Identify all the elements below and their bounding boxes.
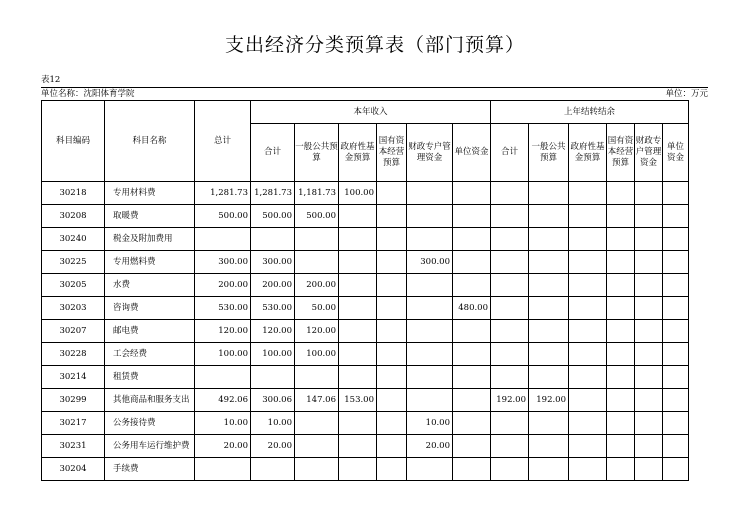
cell-current-unit-funds xyxy=(453,182,491,205)
cell-current-unit-funds xyxy=(453,412,491,435)
cell-prior-unit-funds xyxy=(663,389,689,412)
row-total xyxy=(195,228,251,251)
cell-current-unit-funds: 480.00 xyxy=(453,297,491,320)
cell-current-fund: 153.00 xyxy=(339,389,377,412)
cell-current-general: 147.06 xyxy=(295,389,339,412)
cell-prior-fund xyxy=(569,389,607,412)
cell-current-fund xyxy=(339,205,377,228)
cell-current-special-account xyxy=(407,343,453,366)
cell-prior-total xyxy=(491,435,529,458)
cell-prior-special-account xyxy=(635,251,663,274)
header-current-unit-funds: 单位资金 xyxy=(453,124,491,182)
row-name: 公务用车运行维护费 xyxy=(105,435,195,458)
row-total xyxy=(195,366,251,389)
cell-current-unit-funds xyxy=(453,320,491,343)
cell-current-general: 120.00 xyxy=(295,320,339,343)
cell-current-special-account: 20.00 xyxy=(407,435,453,458)
table-row xyxy=(42,182,689,205)
cell-current-fund xyxy=(339,412,377,435)
table-row xyxy=(42,274,689,297)
cell-current-state-capital xyxy=(377,182,407,205)
cell-prior-general xyxy=(529,228,569,251)
table-row xyxy=(42,412,689,435)
table-row xyxy=(42,251,689,274)
cell-prior-general xyxy=(529,458,569,481)
cell-current-special-account xyxy=(407,274,453,297)
row-name: 专用材料费 xyxy=(105,182,195,205)
cell-prior-state-capital xyxy=(607,366,635,389)
cell-prior-fund xyxy=(569,251,607,274)
cell-current-special-account xyxy=(407,458,453,481)
cell-prior-unit-funds xyxy=(663,228,689,251)
row-code: 30217 xyxy=(42,412,105,435)
cell-prior-general xyxy=(529,435,569,458)
cell-current-total: 300.06 xyxy=(251,389,295,412)
row-code: 30225 xyxy=(42,251,105,274)
row-total: 300.00 xyxy=(195,251,251,274)
row-name: 邮电费 xyxy=(105,320,195,343)
cell-prior-special-account xyxy=(635,366,663,389)
header-current-total: 合计 xyxy=(251,124,295,182)
cell-prior-general: 192.00 xyxy=(529,389,569,412)
cell-prior-special-account xyxy=(635,320,663,343)
cell-prior-fund xyxy=(569,343,607,366)
table-row xyxy=(42,205,689,228)
row-total: 100.00 xyxy=(195,343,251,366)
cell-prior-general xyxy=(529,297,569,320)
cell-current-special-account xyxy=(407,228,453,251)
header-current-special-account: 财政专户管理资金 xyxy=(407,124,453,182)
header-current-fund: 政府性基金预算 xyxy=(339,124,377,182)
row-name: 专用燃料费 xyxy=(105,251,195,274)
cell-prior-unit-funds xyxy=(663,274,689,297)
table-row xyxy=(42,458,689,481)
table-row xyxy=(42,297,689,320)
cell-prior-fund xyxy=(569,228,607,251)
cell-current-general xyxy=(295,228,339,251)
header-code: 科目编码 xyxy=(42,101,105,182)
cell-current-special-account xyxy=(407,366,453,389)
cell-prior-special-account xyxy=(635,182,663,205)
row-code: 30228 xyxy=(42,343,105,366)
cell-current-unit-funds xyxy=(453,389,491,412)
cell-current-total xyxy=(251,458,295,481)
row-name: 其他商品和服务支出 xyxy=(105,389,195,412)
cell-prior-unit-funds xyxy=(663,205,689,228)
cell-prior-state-capital xyxy=(607,458,635,481)
cell-prior-general xyxy=(529,412,569,435)
cell-current-fund xyxy=(339,435,377,458)
cell-prior-general xyxy=(529,343,569,366)
cell-current-general: 500.00 xyxy=(295,205,339,228)
cell-current-special-account: 300.00 xyxy=(407,251,453,274)
cell-current-fund xyxy=(339,251,377,274)
cell-current-general: 200.00 xyxy=(295,274,339,297)
cell-prior-fund xyxy=(569,320,607,343)
row-name: 咨询费 xyxy=(105,297,195,320)
cell-current-fund xyxy=(339,343,377,366)
cell-current-unit-funds xyxy=(453,366,491,389)
cell-current-state-capital xyxy=(377,389,407,412)
cell-prior-general xyxy=(529,274,569,297)
row-code: 30231 xyxy=(42,435,105,458)
cell-prior-special-account xyxy=(635,412,663,435)
cell-prior-special-account xyxy=(635,343,663,366)
cell-current-special-account xyxy=(407,389,453,412)
row-code: 30204 xyxy=(42,458,105,481)
cell-current-fund: 100.00 xyxy=(339,182,377,205)
cell-prior-unit-funds xyxy=(663,458,689,481)
cell-prior-unit-funds xyxy=(663,343,689,366)
cell-current-general: 50.00 xyxy=(295,297,339,320)
cell-current-fund xyxy=(339,320,377,343)
cell-current-total: 1,281.73 xyxy=(251,182,295,205)
row-code: 30208 xyxy=(42,205,105,228)
cell-prior-special-account xyxy=(635,274,663,297)
row-code: 30240 xyxy=(42,228,105,251)
cell-prior-total xyxy=(491,182,529,205)
row-name: 手续费 xyxy=(105,458,195,481)
cell-prior-unit-funds xyxy=(663,320,689,343)
cell-current-unit-funds xyxy=(453,343,491,366)
header-prior-general: 一般公共预算 xyxy=(529,124,569,182)
cell-current-general xyxy=(295,435,339,458)
row-name: 工会经费 xyxy=(105,343,195,366)
cell-prior-state-capital xyxy=(607,343,635,366)
cell-prior-total xyxy=(491,205,529,228)
cell-prior-total xyxy=(491,251,529,274)
cell-prior-special-account xyxy=(635,297,663,320)
cell-current-special-account xyxy=(407,182,453,205)
cell-current-fund xyxy=(339,228,377,251)
row-total: 10.00 xyxy=(195,412,251,435)
cell-prior-state-capital xyxy=(607,274,635,297)
cell-prior-total xyxy=(491,274,529,297)
cell-current-state-capital xyxy=(377,320,407,343)
cell-prior-state-capital xyxy=(607,182,635,205)
cell-prior-fund xyxy=(569,182,607,205)
cell-current-special-account: 10.00 xyxy=(407,412,453,435)
cell-prior-special-account xyxy=(635,205,663,228)
cell-prior-special-account xyxy=(635,435,663,458)
cell-prior-fund xyxy=(569,435,607,458)
cell-current-general: 100.00 xyxy=(295,343,339,366)
cell-current-total xyxy=(251,366,295,389)
cell-current-unit-funds xyxy=(453,205,491,228)
row-name: 取暖费 xyxy=(105,205,195,228)
cell-current-state-capital xyxy=(377,274,407,297)
cell-prior-special-account xyxy=(635,458,663,481)
cell-current-fund xyxy=(339,366,377,389)
row-name: 公务接待费 xyxy=(105,412,195,435)
table-row xyxy=(42,228,689,251)
cell-current-total: 200.00 xyxy=(251,274,295,297)
cell-prior-fund xyxy=(569,458,607,481)
cell-current-fund xyxy=(339,297,377,320)
row-name: 水费 xyxy=(105,274,195,297)
cell-prior-state-capital xyxy=(607,412,635,435)
cell-prior-state-capital xyxy=(607,228,635,251)
cell-current-fund xyxy=(339,458,377,481)
table-row xyxy=(42,320,689,343)
page-title: 支出经济分类预算表（部门预算） xyxy=(224,34,525,56)
table-row xyxy=(42,389,689,412)
cell-current-unit-funds xyxy=(453,251,491,274)
cell-current-total xyxy=(251,228,295,251)
cell-prior-special-account xyxy=(635,228,663,251)
row-total xyxy=(195,458,251,481)
cell-current-state-capital xyxy=(377,366,407,389)
cell-current-total: 20.00 xyxy=(251,435,295,458)
cell-prior-unit-funds xyxy=(663,297,689,320)
row-code: 30218 xyxy=(42,182,105,205)
cell-prior-general xyxy=(529,320,569,343)
table-row xyxy=(42,343,689,366)
cell-prior-unit-funds xyxy=(663,412,689,435)
cell-current-state-capital xyxy=(377,251,407,274)
cell-prior-fund xyxy=(569,297,607,320)
table-id: 表12 xyxy=(41,75,61,85)
cell-current-total: 530.00 xyxy=(251,297,295,320)
cell-prior-total xyxy=(491,297,529,320)
header-name: 科目名称 xyxy=(105,101,195,182)
cell-current-special-account xyxy=(407,320,453,343)
cell-current-general xyxy=(295,458,339,481)
table-row xyxy=(42,435,689,458)
top-rule xyxy=(41,87,708,88)
cell-current-total: 10.00 xyxy=(251,412,295,435)
header-prior-unit-funds: 单位资金 xyxy=(663,124,689,182)
header-total: 总计 xyxy=(195,101,251,182)
cell-current-general xyxy=(295,366,339,389)
unit-name: 单位名称：沈阳体育学院 xyxy=(41,89,135,99)
cell-prior-unit-funds xyxy=(663,251,689,274)
cell-current-state-capital xyxy=(377,205,407,228)
cell-prior-fund xyxy=(569,274,607,297)
cell-current-total: 500.00 xyxy=(251,205,295,228)
cell-current-state-capital xyxy=(377,435,407,458)
cell-prior-fund xyxy=(569,366,607,389)
cell-prior-state-capital xyxy=(607,435,635,458)
header-prior-carryover: 上年结转结余 xyxy=(491,101,689,124)
row-total: 1,281.73 xyxy=(195,182,251,205)
header-current-general: 一般公共预算 xyxy=(295,124,339,182)
cell-prior-general xyxy=(529,182,569,205)
row-code: 30299 xyxy=(42,389,105,412)
cell-current-special-account xyxy=(407,205,453,228)
cell-current-state-capital xyxy=(377,412,407,435)
cell-prior-fund xyxy=(569,205,607,228)
cell-current-state-capital xyxy=(377,343,407,366)
cell-current-unit-funds xyxy=(453,228,491,251)
cell-prior-general xyxy=(529,205,569,228)
row-code: 30207 xyxy=(42,320,105,343)
cell-current-unit-funds xyxy=(453,435,491,458)
cell-prior-special-account xyxy=(635,389,663,412)
cell-prior-state-capital xyxy=(607,320,635,343)
row-total: 200.00 xyxy=(195,274,251,297)
row-name: 租赁费 xyxy=(105,366,195,389)
cell-prior-total xyxy=(491,412,529,435)
cell-current-fund xyxy=(339,274,377,297)
header-prior-state-capital: 国有资本经营预算 xyxy=(607,124,635,182)
row-code: 30203 xyxy=(42,297,105,320)
cell-prior-total xyxy=(491,343,529,366)
cell-current-general xyxy=(295,412,339,435)
table-row xyxy=(42,366,689,389)
cell-prior-state-capital xyxy=(607,205,635,228)
cell-prior-unit-funds xyxy=(663,435,689,458)
header-prior-special-account: 财政专户管理资金 xyxy=(635,124,663,182)
budget-table xyxy=(41,100,689,481)
cell-current-total: 100.00 xyxy=(251,343,295,366)
row-total: 500.00 xyxy=(195,205,251,228)
row-code: 30205 xyxy=(42,274,105,297)
header-prior-fund: 政府性基金预算 xyxy=(569,124,607,182)
cell-current-special-account xyxy=(407,297,453,320)
cell-current-total: 120.00 xyxy=(251,320,295,343)
cell-prior-general xyxy=(529,251,569,274)
cell-current-state-capital xyxy=(377,228,407,251)
header-prior-total: 合计 xyxy=(491,124,529,182)
cell-prior-total xyxy=(491,228,529,251)
cell-prior-general xyxy=(529,366,569,389)
unit-label: 单位：万元 xyxy=(665,89,708,99)
cell-prior-state-capital xyxy=(607,297,635,320)
row-total: 20.00 xyxy=(195,435,251,458)
row-code: 30214 xyxy=(42,366,105,389)
cell-prior-total xyxy=(491,366,529,389)
cell-prior-unit-funds xyxy=(663,182,689,205)
cell-current-general: 1,181.73 xyxy=(295,182,339,205)
cell-current-general xyxy=(295,251,339,274)
cell-prior-total xyxy=(491,458,529,481)
cell-current-unit-funds xyxy=(453,274,491,297)
header-current-year: 本年收入 xyxy=(251,101,491,124)
cell-current-total: 300.00 xyxy=(251,251,295,274)
cell-prior-total: 192.00 xyxy=(491,389,529,412)
cell-current-state-capital xyxy=(377,297,407,320)
cell-current-unit-funds xyxy=(453,458,491,481)
cell-prior-unit-funds xyxy=(663,366,689,389)
cell-current-state-capital xyxy=(377,458,407,481)
header-current-state-capital: 国有资本经营预算 xyxy=(377,124,407,182)
row-name: 税金及附加费用 xyxy=(105,228,195,251)
cell-prior-state-capital xyxy=(607,389,635,412)
row-total: 530.00 xyxy=(195,297,251,320)
row-total: 492.06 xyxy=(195,389,251,412)
row-total: 120.00 xyxy=(195,320,251,343)
cell-prior-state-capital xyxy=(607,251,635,274)
cell-prior-total xyxy=(491,320,529,343)
cell-prior-fund xyxy=(569,412,607,435)
